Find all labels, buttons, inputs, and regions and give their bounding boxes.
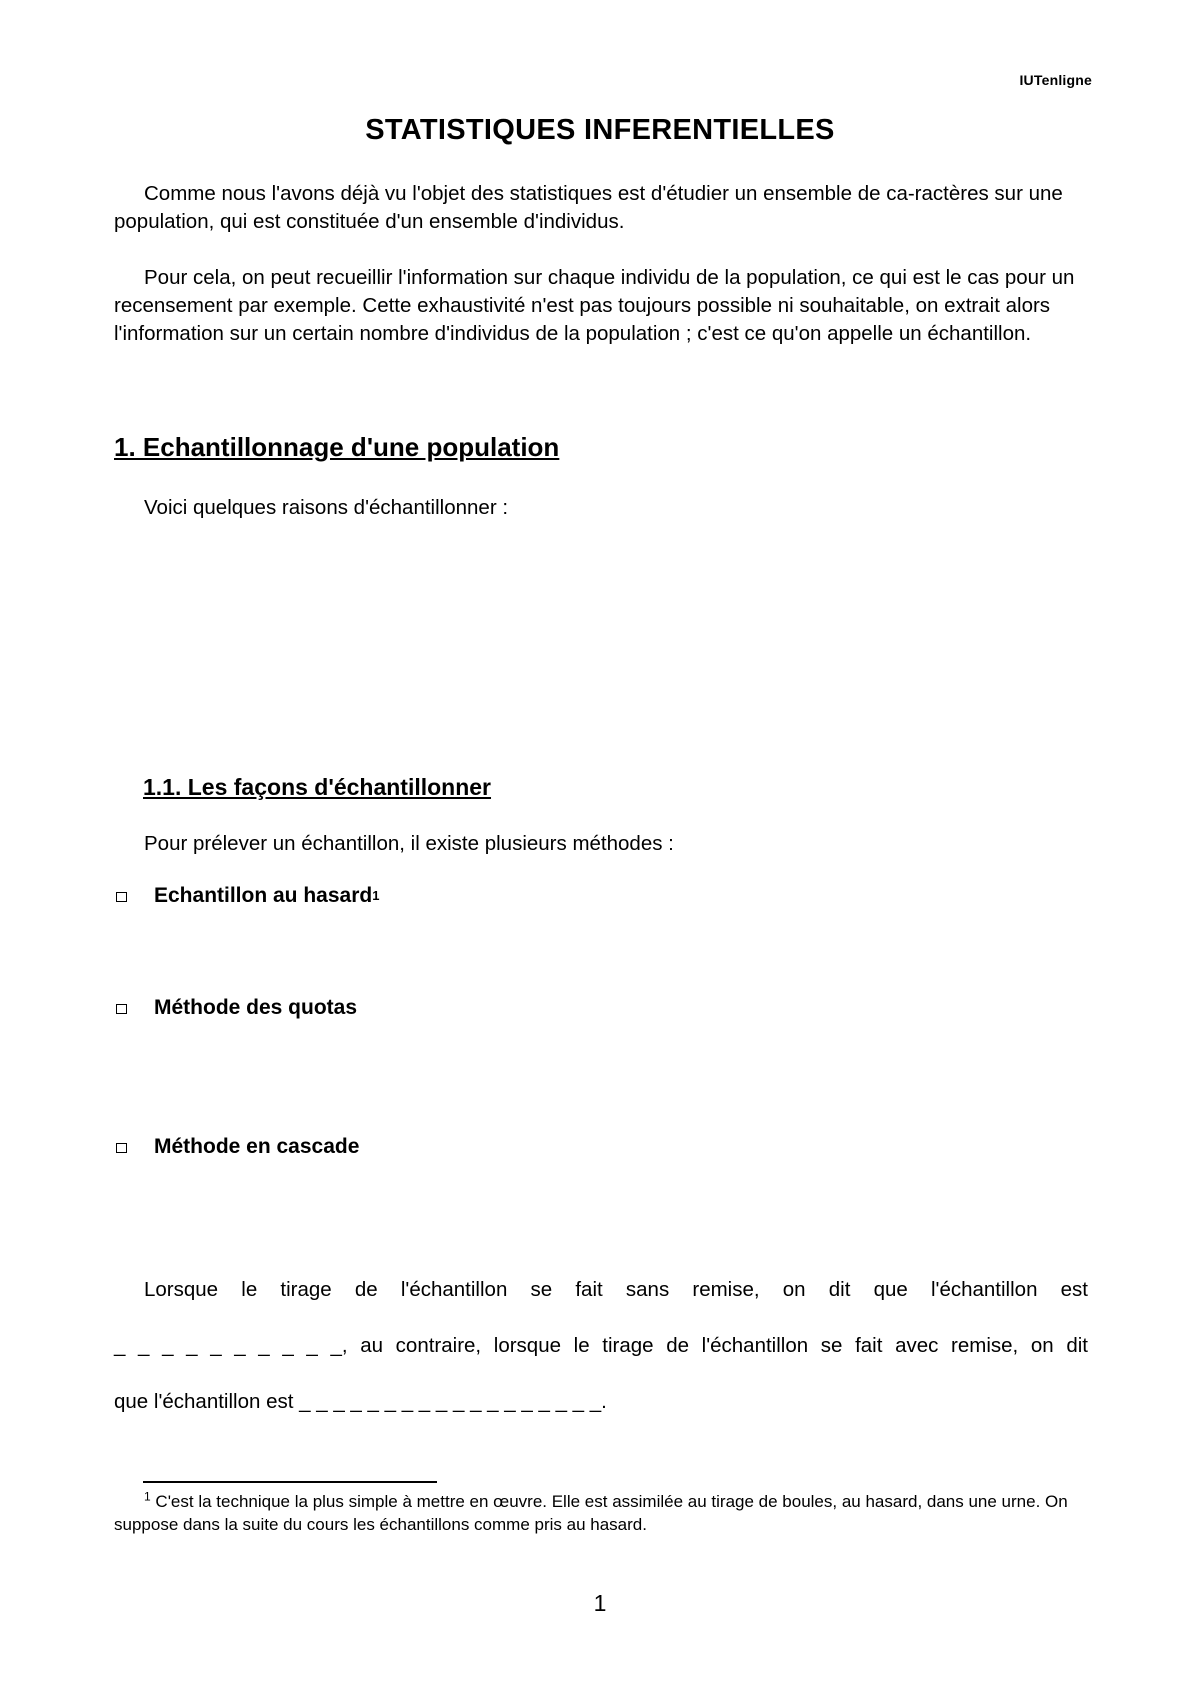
method-label: Méthode en cascade <box>154 1135 360 1158</box>
section1-1-text: Pour prélever un échantillon, il existe plusieurs méthodes : <box>144 832 674 855</box>
checkbox-bullet-icon <box>116 1004 127 1014</box>
checkbox-bullet-icon <box>116 1143 127 1153</box>
page-title: STATISTIQUES INFERENTIELLES <box>365 114 835 146</box>
footnote <box>114 1490 1088 1536</box>
footnote-marker: 1 <box>144 1489 151 1504</box>
list-item-cascade-method <box>116 1135 359 1159</box>
method-label: Méthode des quotas <box>154 996 358 1019</box>
footnote-text: C'est la technique la plus simple à mettre en œuvre. Elle est assimilée au tirage de boules, au hasard, dans une urne. On suppose dans la suite du cours les échantillons comme pris au hasard. <box>114 1492 1068 1534</box>
intro-paragraph-1: Comme nous l'avons déjà vu l'objet des statistiques est d'étudier un ensemble de ca-ractères sur une population, qui est constituée d'un ensemble d'individus. <box>114 182 1063 233</box>
page-number: 1 <box>593 1590 607 1616</box>
header-brand: IUTenligne <box>1019 72 1092 88</box>
section-heading-1: 1. Echantillonnage d'une population <box>114 432 560 462</box>
checkbox-bullet-icon <box>116 892 127 902</box>
fill-in-line-2: _ _ _ _ _ _ _ _ _ _, au contraire, lorsque le tirage de l'échantillon se fait avec remise, on dit <box>114 1334 1088 1357</box>
fill-in-line-1: Lorsque le tirage de l'échantillon se fait sans remise, on dit que l'échantillon est <box>144 1278 1088 1301</box>
section1-text: Voici quelques raisons d'échantillonner : <box>144 496 509 519</box>
fill-in-line-3: que l'échantillon est _ _ _ _ _ _ _ _ _ _ _ _ _ _ _ _ _ _. <box>114 1390 607 1413</box>
list-item-random-sample: Echantillon au hasard 1 <box>116 884 379 908</box>
list-item-quota-method <box>116 996 357 1020</box>
method-label: Echantillon au hasard <box>154 884 373 907</box>
section-heading-1-1: 1.1. Les façons d'échantillonner <box>143 774 492 800</box>
footnote-separator <box>143 1481 437 1483</box>
intro-paragraph-2: Pour cela, on peut recueillir l'information sur chaque individu de la population, ce qui est le cas pour un recensement par exemple. Cette exhaustivité n'est pas toujours possible ni souhaitable, on extrait alors l'information sur un certain nombre d'individus de la population ; c'est ce qu'on appelle un échantillon. <box>114 266 1075 345</box>
